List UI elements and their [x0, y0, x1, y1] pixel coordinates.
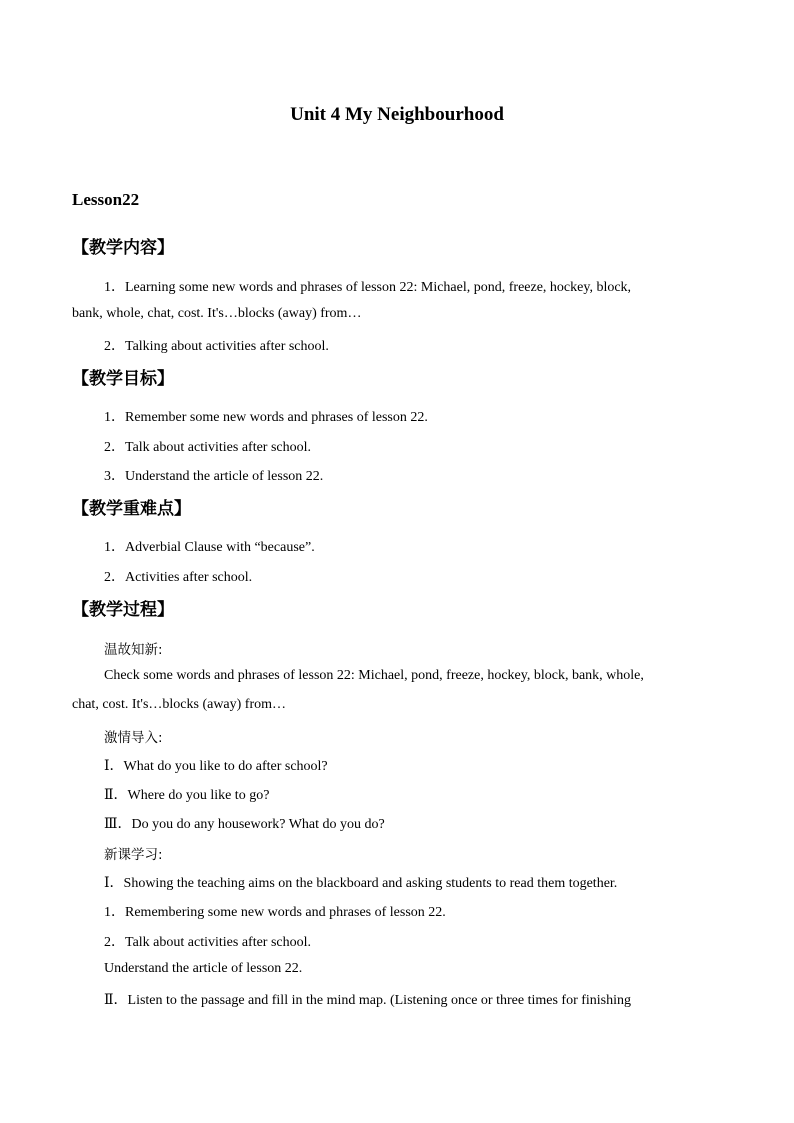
goals-item-1: 1．Remember some new words and phrases of lesson 22. [104, 410, 428, 425]
goals-item-3: 3．Understand the article of lesson 22. [104, 469, 324, 484]
content-item-2: 2．Talking about activities after school. [104, 339, 329, 354]
section-heading-goals: 【教学目标】 [72, 369, 174, 389]
intro-question-3: Ⅲ．Do you do any housework? What do you do? [104, 817, 385, 832]
intro-question-1: Ⅰ．What do you like to do after school? [104, 759, 328, 774]
new-lesson-step-2: 1．Remembering some new words and phrases of lesson 22. [104, 905, 446, 920]
content-item-1-line-2: bank, whole, chat, cost. It's…blocks (away) from… [72, 306, 362, 321]
document-title: Unit 4 My Neighbourhood [290, 104, 504, 125]
new-lesson-step-5: Ⅱ．Listen to the passage and fill in the mind map. (Listening once or three times for finishing [104, 993, 632, 1008]
section-heading-process: 【教学过程】 [72, 600, 174, 620]
key-points-item-1: 1．Adverbial Clause with “because”. [104, 540, 315, 555]
key-points-item-2: 2．Activities after school. [104, 570, 253, 585]
new-lesson-step-4: Understand the article of lesson 22. [104, 961, 303, 976]
section-heading-content: 【教学内容】 [72, 238, 174, 258]
intro-question-2: Ⅱ．Where do you like to go? [104, 788, 270, 803]
goals-item-2: 2．Talk about activities after school. [104, 440, 312, 455]
review-line-1: Check some words and phrases of lesson 22: Michael, pond, freeze, hockey, block, bank, whole, [104, 668, 644, 683]
review-line-2: chat, cost. It's…blocks (away) from… [72, 697, 287, 712]
content-item-1-line-1: 1．Learning some new words and phrases of lesson 22: Michael, pond, freeze, hockey, block, [104, 280, 632, 295]
lesson-label: Lesson22 [72, 190, 140, 209]
new-lesson-label: 新课学习: [104, 847, 163, 863]
new-lesson-step-3: 2．Talk about activities after school. [104, 935, 312, 950]
intro-label: 激情导入: [104, 730, 163, 746]
review-label: 温故知新: [104, 642, 163, 658]
section-heading-key-points: 【教学重难点】 [72, 499, 191, 519]
new-lesson-step-1: Ⅰ．Showing the teaching aims on the blackboard and asking students to read them together. [104, 876, 618, 891]
